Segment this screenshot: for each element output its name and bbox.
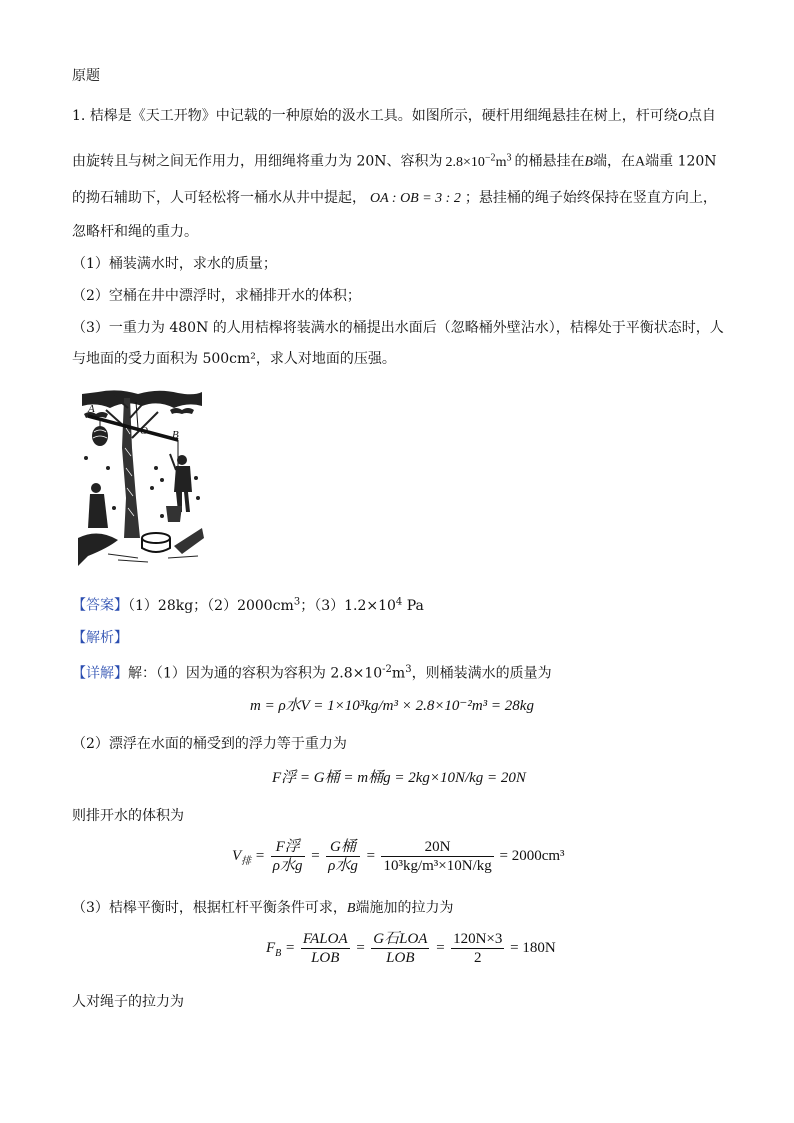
question-line-2: [72, 148, 717, 173]
label-b: B: [172, 429, 179, 441]
analysis-part-3: [72, 898, 453, 919]
equation-buoyancy: F浮 = G桶 = m桶g = 2kg×10N/kg = 20N: [272, 770, 526, 786]
subquestion-3-cont: 与地面的受力面积为 500cm²，求人对地面的压强。: [72, 351, 396, 367]
question-text: 由旋转且与树之间无作用力，用细绳将重力为 20N、容积为: [72, 153, 443, 170]
analysis-part-3-text: （3）桔槔平衡时，根据杠杆平衡条件可求，: [72, 900, 347, 916]
question-line-1: [72, 106, 716, 127]
fraction-force-2: $\frac{\text{G石LOA}}{\text{LOB}}$: [373, 931, 428, 966]
question-text: 端，在: [593, 153, 636, 170]
force-result: = 180N: [510, 939, 556, 956]
question-text: 的桶悬挂在: [514, 153, 585, 170]
fraction-1: $\frac{\text{F浮}}{\text{ρ水g}}$: [272, 839, 303, 874]
answer-part-1: （1）28kg；$(2)2000cm^3$: [128, 596, 301, 614]
question-line-3: [72, 188, 717, 209]
answer-part-2: ；$(3)1.2\times 10^4$ Pa: [300, 596, 424, 614]
fraction-3: $\frac{20N}{\text{10³kg/m³×10N/kg}}$: [383, 839, 492, 874]
point-a-symbol: A: [635, 154, 646, 170]
detail-exp: -2: [382, 664, 392, 675]
equation-force: $F_B$ = $\frac{\text{FALOA}}{\text{LOB}}$ = $\frac{\text{G石LOA}}{\text{LOB}}$ = $\frac{120N\times 3}{2}$ = 180N: [266, 931, 556, 966]
detail-text-end: ，则桶装满水的质量为: [411, 665, 552, 682]
point-b-symbol: B: [584, 154, 594, 170]
equation-volume: $V_排$ = $\frac{\text{F浮}}{\text{ρ水g}}$ = $\frac{\text{G桶}}{\text{ρ水g}}$ = $\frac{20N}{\text{10³kg/m³×10N/kg}}$ = 2000cm³: [232, 839, 565, 874]
analysis-part-2: （2）漂浮在水面的桶受到的浮力等于重力为: [72, 736, 347, 752]
question-text: 端重 120N: [645, 153, 717, 170]
analysis-part-3-text-end: 端施加的拉力为: [355, 900, 454, 916]
well-sweep-illustration: [78, 388, 206, 566]
detail-line: [72, 660, 552, 684]
volume-value: $2.8\times 10^{-2}m^3$: [445, 152, 512, 170]
analysis-part-4: 人对绳子的拉力为: [72, 994, 184, 1010]
detail-unit: m: [391, 665, 406, 682]
question-line-4: 忽略杆和绳的重力。: [72, 224, 198, 240]
ratio-expression: OA : OB = 3 : 2: [370, 191, 461, 206]
detail-unit-exp: 3: [405, 664, 412, 675]
point-b-ref: B: [346, 901, 356, 916]
question-text: 点自: [687, 108, 716, 124]
point-o-symbol: O: [677, 109, 688, 124]
question-text: ；悬挂桶的绳子始终保持在竖直方向上，: [464, 190, 717, 206]
detail-text: 解：（1）因为通的容积为容积为 2.8×10: [128, 665, 383, 682]
question-text: 的拗石辅助下，人可轻松将一桶水从井中提起，: [72, 190, 366, 206]
equation-mass: m = ρ水V = 1×10³kg/m³ × 2.8×10⁻²m³ = 28kg: [250, 698, 534, 714]
analysis-tag: 【解析】: [72, 630, 128, 646]
analysis-volume-intro: 则排开水的体积为: [72, 808, 184, 824]
fraction-force-1: $\frac{\text{FALOA}}{\text{LOB}}$: [302, 931, 348, 966]
subquestion-2: （2）空桶在井中漂浮时，求桶排开水的体积；: [72, 288, 361, 304]
detail-tag: 【详解】: [72, 665, 128, 682]
volume-result: = 2000cm³: [499, 847, 565, 864]
subquestion-3: （3）一重力为 480N 的人用桔槔将装满水的桶提出水面后（忽略桶外壁沾水），桔槔处于平衡状态时，人: [72, 320, 724, 336]
subquestion-1: （1）桶装满水时，求水的质量；: [72, 256, 277, 272]
answer-line: [72, 592, 424, 616]
answer-tag: 【答案】: [72, 597, 128, 614]
fraction-2: $\frac{\text{G桶}}{\text{ρ水g}}$: [328, 839, 358, 874]
label-o: O: [140, 425, 148, 437]
label-a: A: [88, 403, 95, 415]
page-title: 原题: [72, 68, 100, 84]
well-sweep-figure: [78, 388, 206, 566]
fraction-force-3: $\frac{120N\times 3}{2}$: [453, 931, 503, 966]
question-text: 1. 桔槔是《天工开物》中记载的一种原始的汲水工具。如图所示，硬杆用细绳悬挂在树上，杆可绕: [72, 108, 678, 124]
